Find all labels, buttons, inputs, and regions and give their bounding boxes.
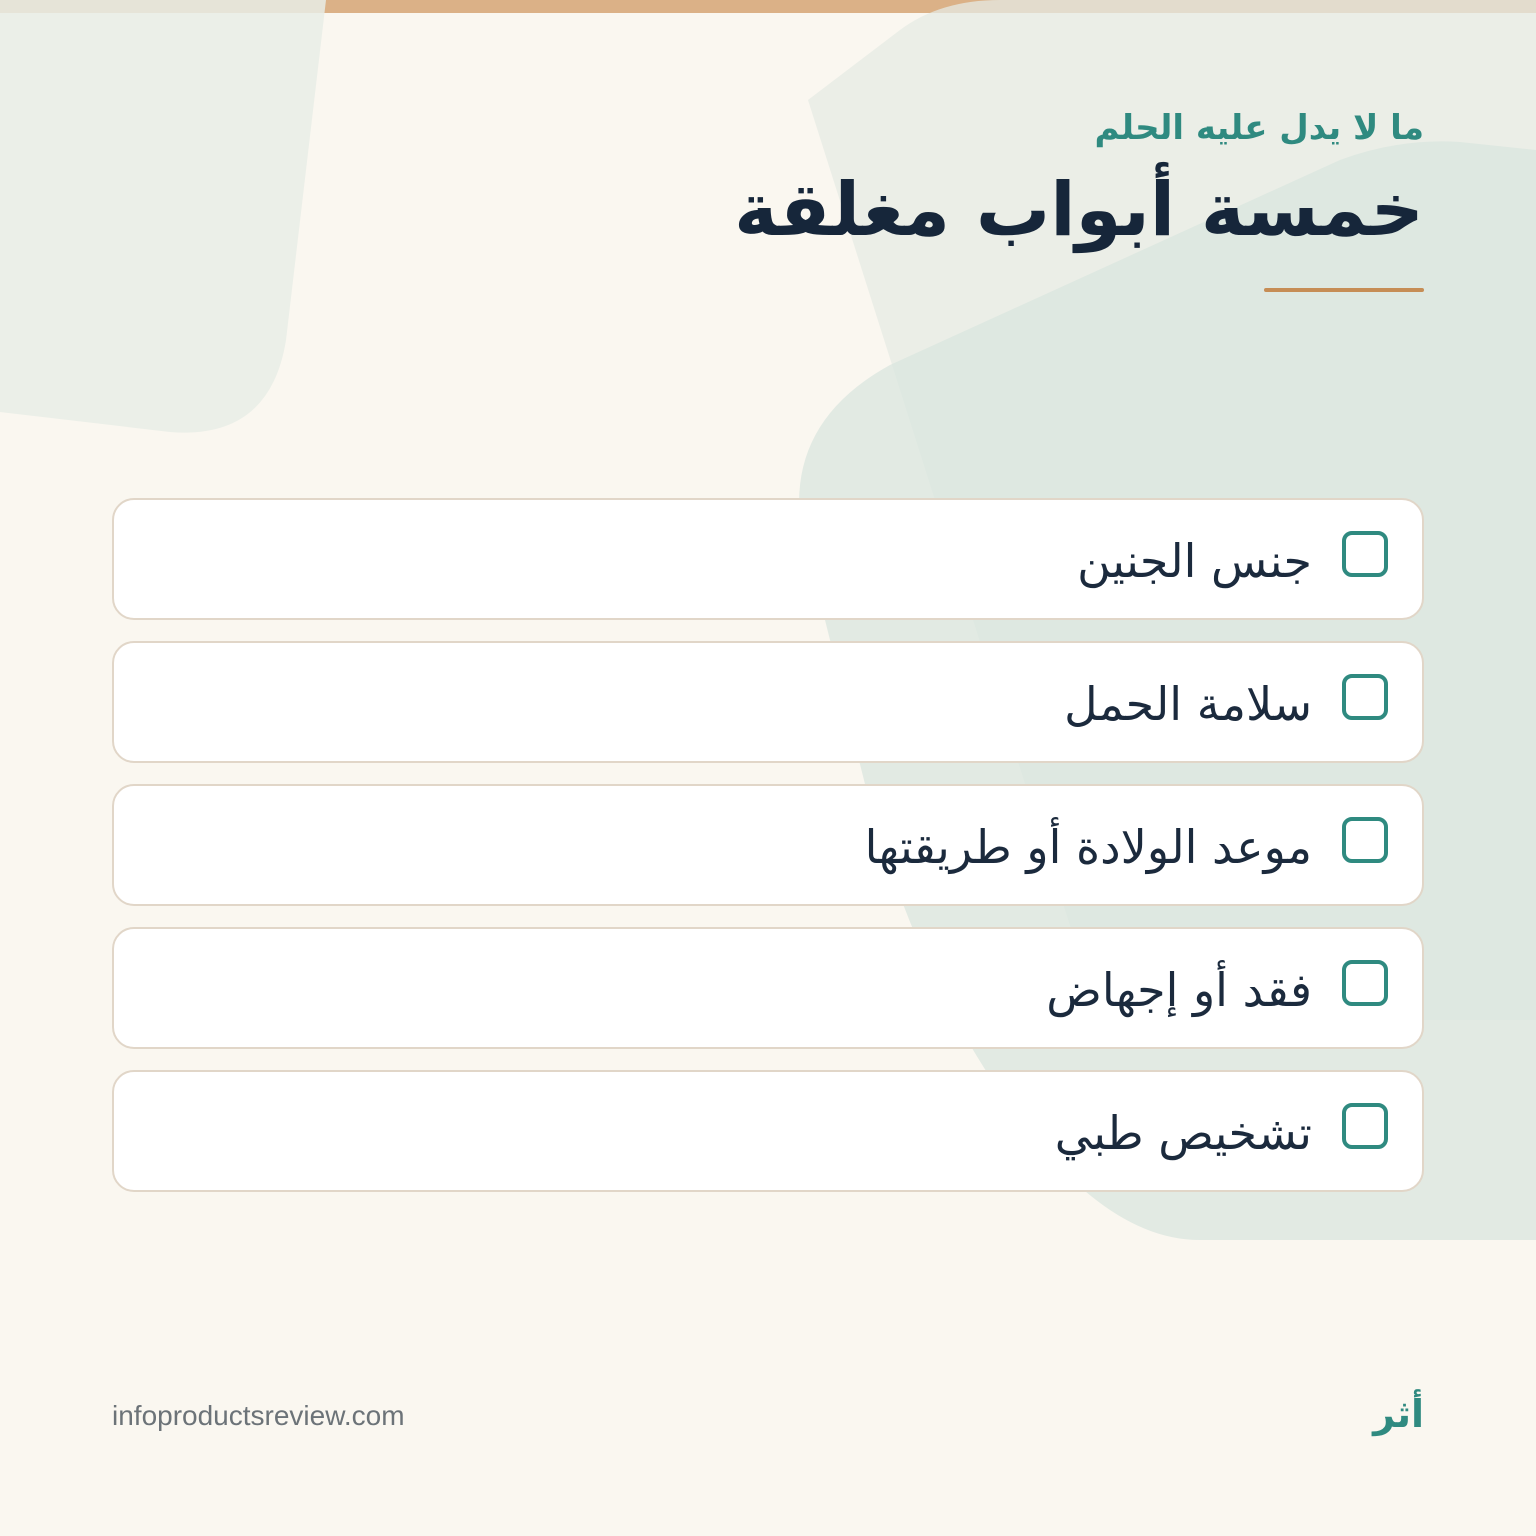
checklist-item-label: موعد الولادة أو طريقتها [864, 820, 1312, 874]
checklist-item-medical-diagnosis[interactable] [112, 1070, 1424, 1192]
title-underline [1264, 288, 1424, 292]
checkbox-unchecked-icon[interactable] [1342, 960, 1388, 1006]
footer-url[interactable]: infoproductsreview.com [112, 1400, 405, 1431]
checklist-item-loss[interactable] [112, 927, 1424, 1049]
checkbox-unchecked-icon[interactable] [1342, 1103, 1388, 1149]
checkbox-unchecked-icon[interactable] [1342, 817, 1388, 863]
checklist-item-birth-timing[interactable] [112, 784, 1424, 906]
subtitle: ما لا يدل عليه الحلم [1094, 108, 1424, 148]
checklist-item-pregnancy-safety[interactable] [112, 641, 1424, 763]
checklist-item-label: سلامة الحمل [1064, 677, 1312, 731]
background-shape-left [0, 0, 326, 433]
checklist [112, 498, 1424, 1213]
checkbox-unchecked-icon[interactable] [1342, 674, 1388, 720]
brand-logo: أثر [1373, 1392, 1424, 1436]
checklist-item-label: تشخيص طبي [1054, 1106, 1312, 1160]
checkbox-unchecked-icon[interactable] [1342, 531, 1388, 577]
checklist-item-label: جنس الجنين [1077, 534, 1312, 588]
page-title: خمسة أبواب مغلقة [734, 167, 1424, 253]
checklist-item-fetal-sex[interactable] [112, 498, 1424, 620]
checklist-item-label: فقد أو إجهاض [1046, 963, 1312, 1017]
